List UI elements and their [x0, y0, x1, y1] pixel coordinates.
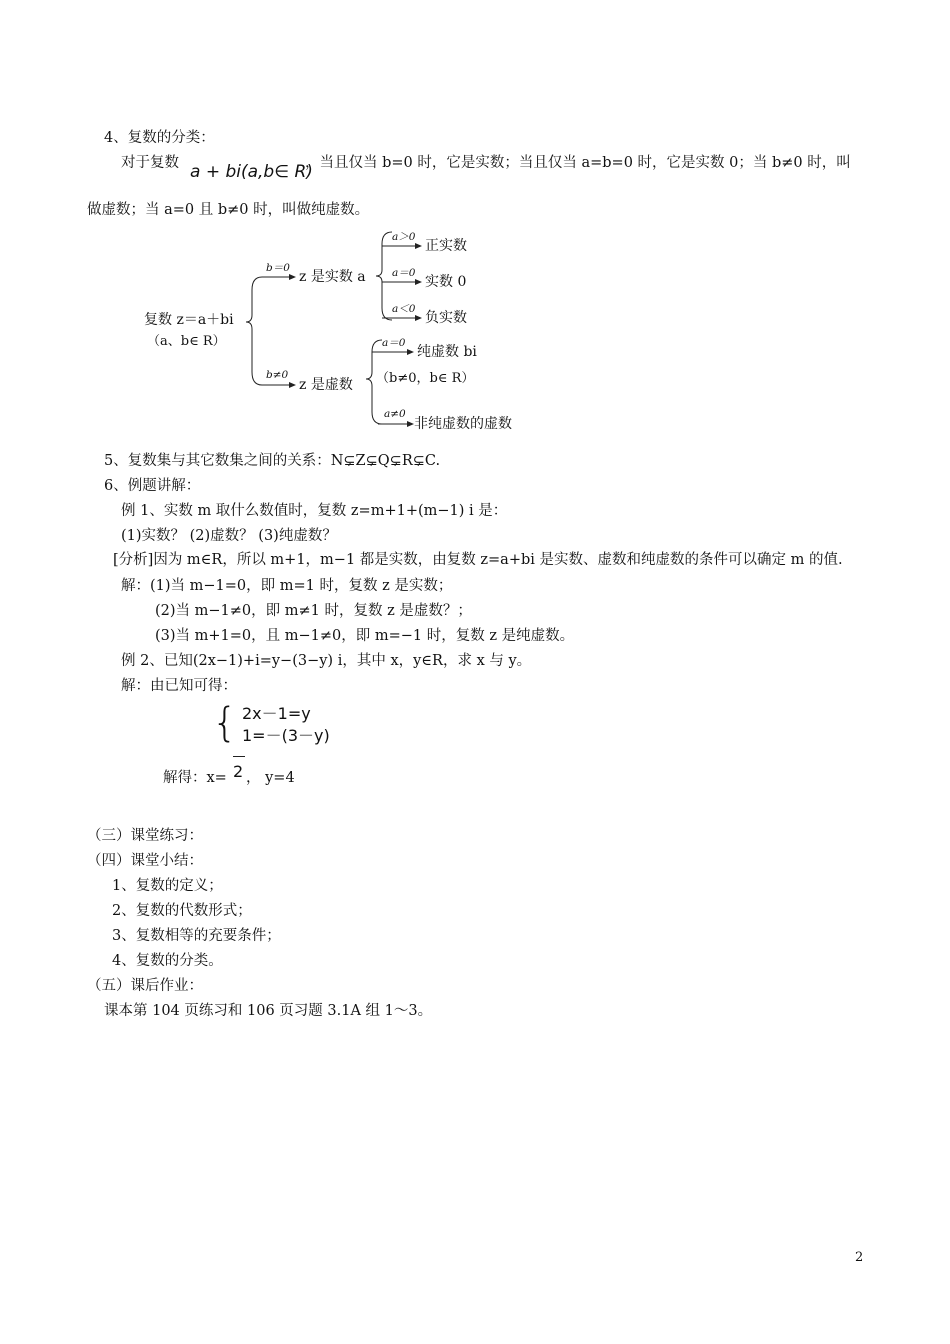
homework-text: 课本第 104 页练习和 106 页习题 3.1A 组 1～3。 — [104, 1003, 433, 1019]
summary-item: 4、复数的分类。 — [112, 953, 223, 969]
leaf-neg-real: 负实数 — [425, 310, 467, 326]
summary-item: 2、复数的代数形式； — [112, 903, 252, 919]
page-number: 2 — [855, 1250, 864, 1265]
result-post: ， y=4 — [246, 770, 295, 786]
section-6-title: 6、例题讲解： — [104, 478, 201, 494]
section-summary: （四）课堂小结： — [87, 853, 203, 869]
cond-a-pos: a＞0 — [392, 231, 416, 243]
example-2-solution: 解：由已知可得： — [121, 678, 237, 694]
section-4-title: 4、复数的分类： — [104, 130, 215, 146]
cond-a-neg: a＜0 — [392, 303, 416, 315]
imag-condition: （b≠0，b∈ R） — [376, 371, 475, 386]
cond-bn0: b≠0 — [266, 369, 289, 381]
section-5: 5、复数集与其它数集之间的关系：N⊊Z⊊Q⊊R⊊C. — [104, 453, 441, 469]
cond-b0: b＝0 — [266, 262, 290, 274]
tree-root: 复数 z＝a＋bi — [144, 312, 234, 328]
equation-1: 2x－1=y — [242, 704, 311, 723]
tree-root-sub: （a、b∈ R） — [147, 334, 226, 349]
equation-2: 1=－(3－y) — [242, 726, 330, 745]
result-overline — [233, 756, 245, 757]
result-pre: 解得：x= — [163, 770, 227, 786]
result-num: 2 — [233, 762, 244, 781]
solution-3: (3)当 m+1=0，且 m−1≠0，即 m=−1 时，复数 z 是纯虚数。 — [155, 628, 575, 644]
system-brace: { — [212, 700, 238, 746]
solution-2: (2)当 m−1≠0，即 m≠1 时，复数 z 是虚数？； — [155, 603, 472, 619]
section-practice: （三）课堂练习： — [87, 828, 203, 844]
summary-item: 1、复数的定义； — [112, 878, 223, 894]
section-homework: （五）课后作业： — [87, 978, 203, 994]
complex-number-formula: a + bi(a,b∈ R) — [190, 162, 313, 182]
cond-a-zero: a＝0 — [392, 267, 416, 279]
example-1-parts: (1)实数？ (2)虚数？ (3)纯虚数？ — [121, 528, 337, 544]
example-1: 例 1、实数 m 取什么数值时，复数 z=m+1+(m−1) i 是： — [121, 503, 508, 519]
example-2: 例 2、已知(2x−1)+i=y−(3−y) i，其中 x，y∈R，求 x 与 y。 — [121, 653, 532, 669]
cond-a0: a＝0 — [382, 337, 406, 349]
leaf-zero-real: 实数 0 — [425, 274, 467, 290]
node-imag: z 是虚数 — [299, 377, 353, 393]
brace-real — [376, 232, 392, 320]
leaf-nonpure: 非纯虚数的虚数 — [414, 416, 512, 432]
leaf-pos-real: 正实数 — [425, 238, 467, 254]
cond-an0: a≠0 — [384, 408, 406, 420]
section-4-intro-pre: 对于复数 — [121, 155, 179, 171]
section-4-line2: 做虚数；当 a=0 且 b≠0 时，叫做纯虚数。 — [87, 202, 370, 218]
summary-item: 3、复数相等的充要条件； — [112, 928, 281, 944]
solution-1: 解：(1)当 m−1=0，即 m=1 时，复数 z 是实数； — [121, 578, 453, 594]
leaf-pure-imag: 纯虚数 bi — [417, 344, 477, 360]
analysis: [分析]因为 m∈R，所以 m+1，m−1 都是实数，由复数 z=a+bi 是实数、虚数和纯虚数的条件可以确定 m 的值. — [113, 552, 843, 568]
node-real: z 是实数 a — [299, 269, 366, 285]
brace-main — [246, 277, 262, 385]
section-4-intro-post: ，当且仅当 b=0 时，它是实数；当且仅当 a=b=0 时，它是实数 0；当 b≠0 时，叫 — [305, 155, 851, 171]
